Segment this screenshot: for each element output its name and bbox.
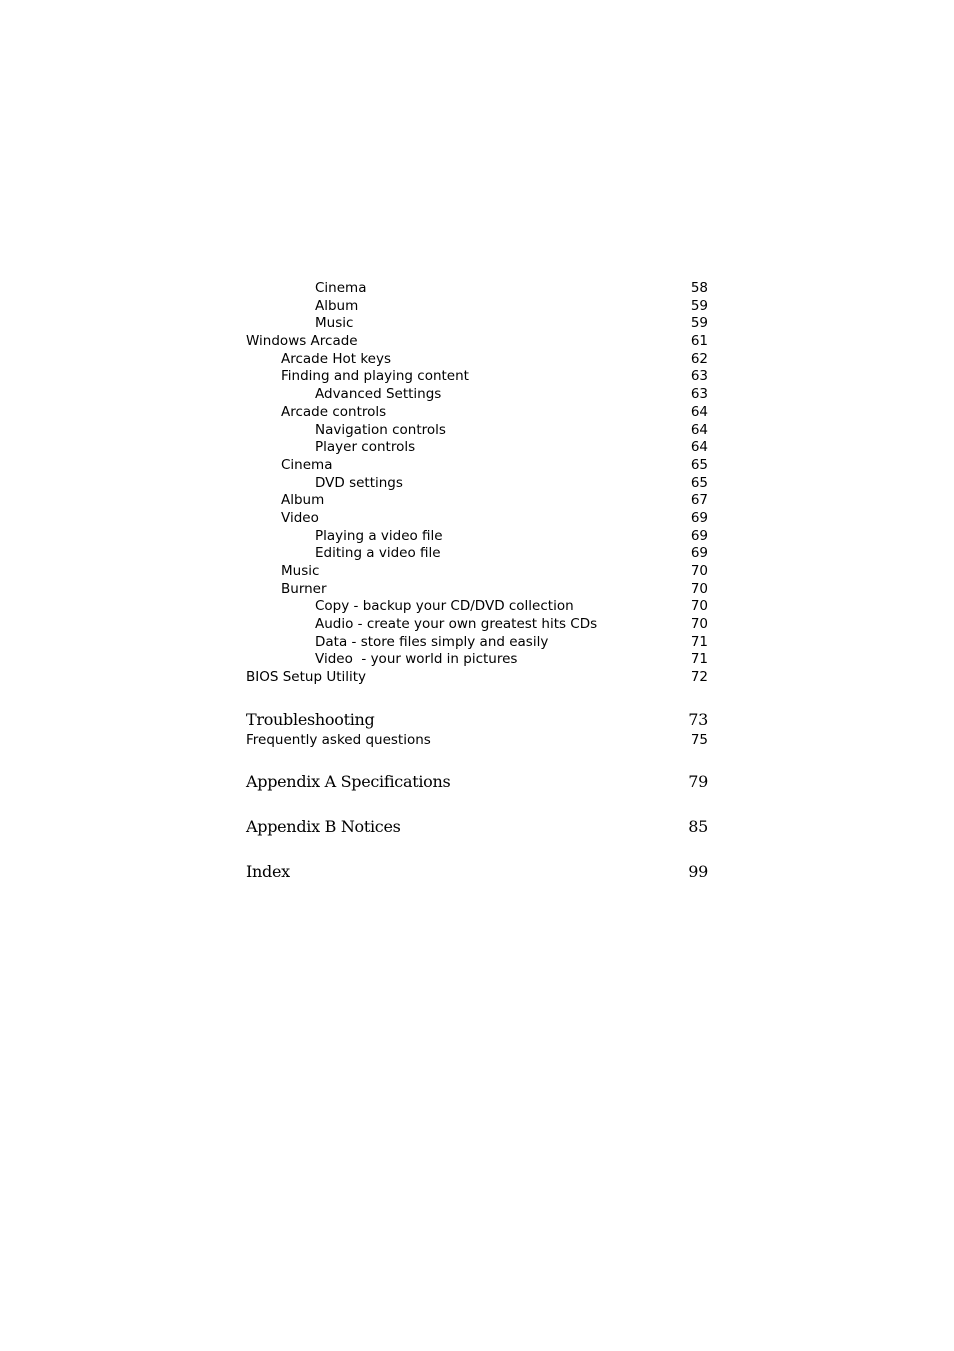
toc-entry-page: 61 <box>690 333 708 350</box>
toc-entry-title: Copy - backup your CD/DVD collection <box>315 598 574 615</box>
toc-entry[interactable] <box>246 492 708 510</box>
toc-entry-title: Arcade Hot keys <box>281 350 392 367</box>
toc-entry[interactable] <box>246 475 708 493</box>
toc-entry-page: 59 <box>690 315 708 332</box>
toc-entry-page: 65 <box>690 456 708 473</box>
toc-entry-page: 69 <box>690 509 708 526</box>
toc-entry-page: 70 <box>690 563 708 579</box>
toc-chapter-page: 79 <box>688 772 708 791</box>
toc-entry-title: Windows Arcade <box>246 333 358 350</box>
toc-chapter-title: Appendix A Specifications <box>246 772 451 791</box>
toc-entry[interactable] <box>246 651 708 669</box>
toc-entry-page: 65 <box>690 474 708 491</box>
toc-entry-title: Album <box>315 297 359 314</box>
toc-entry-title: Music <box>315 315 354 332</box>
toc-entry-title: Cinema <box>281 456 333 473</box>
toc-entry[interactable] <box>246 528 708 546</box>
toc-chapter-appendix-a[interactable] <box>246 771 708 793</box>
toc-entry-title: Advanced Settings <box>315 386 442 403</box>
toc-chapter-index[interactable] <box>246 861 708 883</box>
toc-entry[interactable] <box>246 315 708 333</box>
toc-entry[interactable] <box>246 545 708 563</box>
toc-entry-page: 63 <box>690 386 708 403</box>
toc-entry[interactable] <box>246 298 708 316</box>
toc-entry-title: Player controls <box>315 439 416 456</box>
toc-entry-title: Navigation controls <box>315 421 446 438</box>
toc-entry-page: 64 <box>690 403 708 420</box>
toc-entry[interactable] <box>246 457 708 475</box>
toc-entry-title: Playing a video file <box>315 527 443 544</box>
toc-entry[interactable] <box>246 439 708 457</box>
toc-entry-page: 69 <box>690 545 708 562</box>
toc-chapter-troubleshooting[interactable] <box>246 709 708 731</box>
toc-chapter-title: Troubleshooting <box>246 710 375 729</box>
toc-chapter-appendix-b[interactable] <box>246 816 708 838</box>
toc-entry-page: 72 <box>690 669 708 686</box>
toc-entry-page: 69 <box>690 527 708 544</box>
toc-entry[interactable] <box>246 510 708 528</box>
toc-entry-page: 58 <box>690 280 708 296</box>
toc-entry[interactable] <box>246 598 708 616</box>
toc-entry-title: Audio - create your own greatest hits CDs <box>315 616 598 633</box>
toc-entry-page: 67 <box>690 492 708 509</box>
toc-entry-title: Video <box>281 509 319 526</box>
toc-entry[interactable] <box>246 280 708 298</box>
toc-entry[interactable] <box>246 616 708 634</box>
toc-entry[interactable] <box>246 634 708 652</box>
toc-entry-title: Album <box>281 492 325 509</box>
toc-entry-title: Cinema <box>315 280 367 296</box>
toc-list <box>246 280 708 687</box>
toc-entry-page: 71 <box>690 633 708 650</box>
toc-entry-page: 62 <box>690 350 708 367</box>
toc-entry-title: Burner <box>281 580 327 597</box>
toc-entry-page: 75 <box>690 732 708 748</box>
toc-chapter-title: Index <box>246 862 290 881</box>
toc-entry-title: Frequently asked questions <box>246 732 431 748</box>
toc-entry-title: Finding and playing content <box>281 368 469 385</box>
toc-chapter-page: 73 <box>688 710 708 729</box>
toc-entry-title: Editing a video file <box>315 545 441 562</box>
toc-entry[interactable] <box>246 563 708 581</box>
toc-entry-title: Arcade controls <box>281 403 387 420</box>
toc-entry[interactable] <box>246 386 708 404</box>
toc-entry-title: Data - store files simply and easily <box>315 633 549 650</box>
toc-entry[interactable] <box>246 368 708 386</box>
toc-entry-page: 70 <box>690 616 708 633</box>
toc-entry[interactable] <box>246 669 708 687</box>
toc-entry[interactable] <box>246 351 708 369</box>
toc-entry-title: Video - your world in pictures <box>315 651 518 668</box>
toc-entry-faq[interactable] <box>246 731 708 749</box>
toc-entry-page: 70 <box>690 598 708 615</box>
toc-entry-page: 59 <box>690 297 708 314</box>
toc-entry-page: 70 <box>690 580 708 597</box>
toc-chapter-page: 85 <box>688 817 708 836</box>
toc-entry-page: 63 <box>690 368 708 385</box>
toc-entry-page: 64 <box>690 421 708 438</box>
toc-entry[interactable] <box>246 333 708 351</box>
toc-entry[interactable] <box>246 581 708 599</box>
toc-entry[interactable] <box>246 422 708 440</box>
toc-entry-title: DVD settings <box>315 474 403 491</box>
toc-entry[interactable] <box>246 404 708 422</box>
toc-chapter-page: 99 <box>688 862 708 881</box>
toc-entry-page: 64 <box>690 439 708 456</box>
toc-chapter-title: Appendix B Notices <box>246 817 401 836</box>
toc-entry-title: BIOS Setup Utility <box>246 669 367 686</box>
toc-entry-page: 71 <box>690 651 708 668</box>
toc-entry-title: Music <box>281 563 320 579</box>
